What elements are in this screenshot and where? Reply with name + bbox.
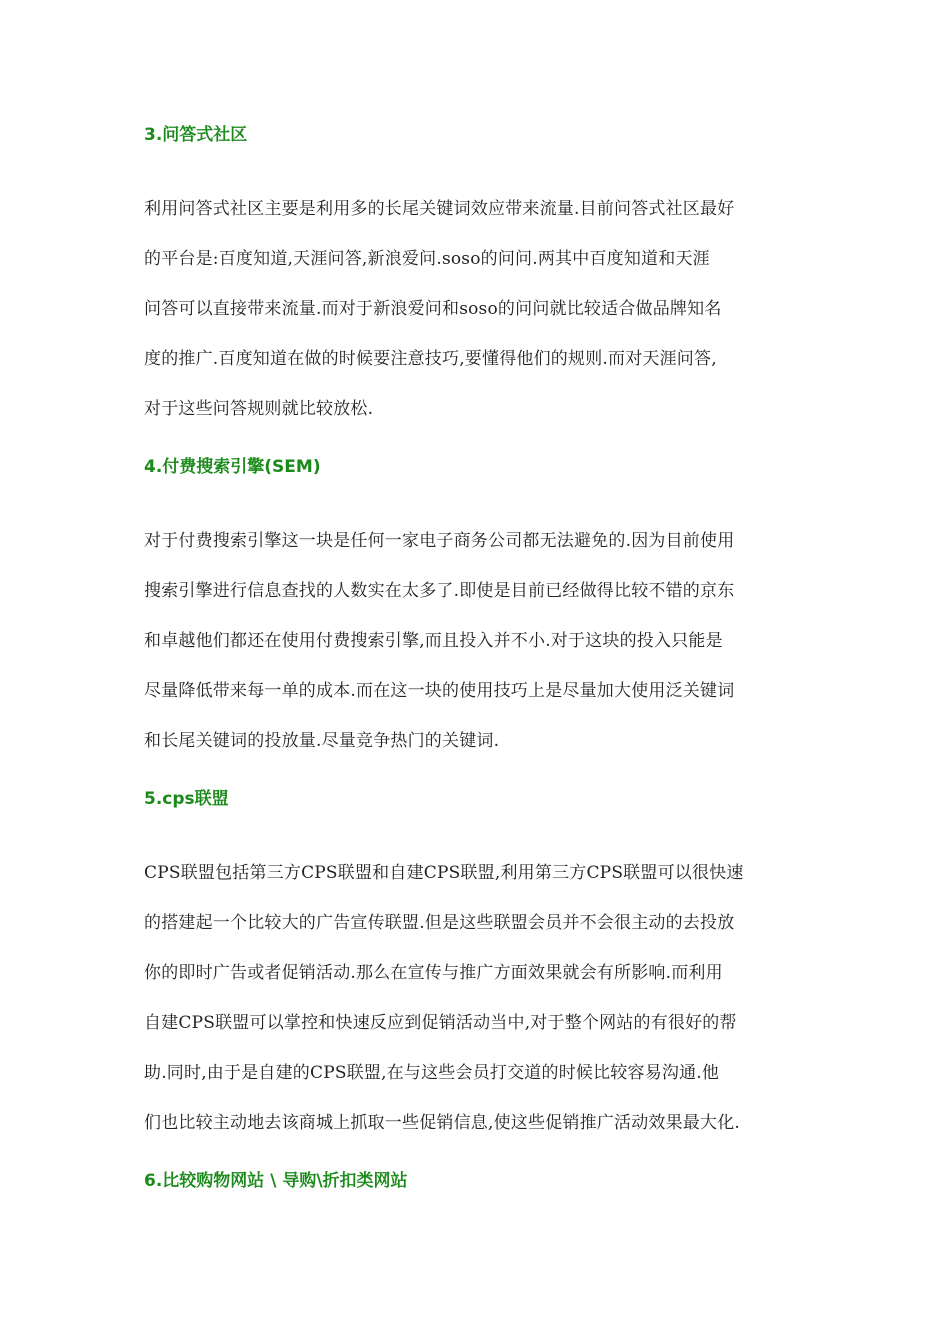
section-heading-cps-alliance: 5.cps联盟 bbox=[144, 789, 229, 809]
paragraph-line: 和长尾关键词的投放量.尽量竞争热门的关键词. bbox=[144, 731, 500, 751]
paragraph-line: 搜索引擎进行信息查找的人数实在太多了.即使是目前已经做得比较不错的京东 bbox=[144, 581, 735, 601]
paragraph-line: 和卓越他们都还在使用付费搜索引擎,而且投入并不小.对于这块的投入只能是 bbox=[144, 631, 723, 651]
paragraph-line: 问答可以直接带来流量.而对于新浪爱问和soso的问问就比较适合做品牌知名 bbox=[144, 299, 722, 319]
paragraph-line: 对于付费搜索引擎这一块是任何一家电子商务公司都无法避免的.因为目前使用 bbox=[144, 531, 735, 551]
paragraph-line: 的搭建起一个比较大的广告宣传联盟.但是这些联盟会员并不会很主动的去投放 bbox=[144, 913, 735, 933]
section-heading-sem: 4.付费搜索引擎(SEM) bbox=[144, 457, 321, 477]
paragraph-line: 助.同时,由于是自建的CPS联盟,在与这些会员打交道的时候比较容易沟通.他 bbox=[144, 1063, 720, 1083]
section-paragraph-qa-community bbox=[144, 184, 809, 434]
section-heading-qa-community: 3.问答式社区 bbox=[144, 125, 248, 145]
paragraph-line: 利用问答式社区主要是利用多的长尾关键词效应带来流量.目前问答式社区最好 bbox=[144, 199, 735, 219]
paragraph-line: 度的推广.百度知道在做的时候要注意技巧,要懂得他们的规则.而对天涯问答, bbox=[144, 349, 717, 369]
paragraph-line: 自建CPS联盟可以掌控和快速反应到促销活动当中,对于整个网站的有很好的帮 bbox=[144, 1013, 737, 1033]
paragraph-line: 们也比较主动地去该商城上抓取一些促销信息,使这些促销推广活动效果最大化. bbox=[144, 1113, 741, 1133]
document-content bbox=[144, 118, 809, 1230]
paragraph-line: CPS联盟包括第三方CPS联盟和自建CPS联盟,利用第三方CPS联盟可以很快速 bbox=[144, 863, 744, 883]
paragraph-line: 你的即时广告或者促销活动.那么在宣传与推广方面效果就会有所影响.而利用 bbox=[144, 963, 723, 983]
section-paragraph-cps-alliance bbox=[144, 848, 809, 1148]
paragraph-line: 对于这些问答规则就比较放松. bbox=[144, 399, 374, 419]
section-paragraph-sem bbox=[144, 516, 809, 766]
section-heading-shopping-comparison: 6.比较购物网站 \ 导购\折扣类网站 bbox=[144, 1171, 408, 1191]
paragraph-line: 的平台是:百度知道,天涯问答,新浪爱问.soso的问问.两其中百度知道和天涯 bbox=[144, 249, 710, 269]
paragraph-line: 尽量降低带来每一单的成本.而在这一块的使用技巧上是尽量加大使用泛关键词 bbox=[144, 681, 735, 701]
